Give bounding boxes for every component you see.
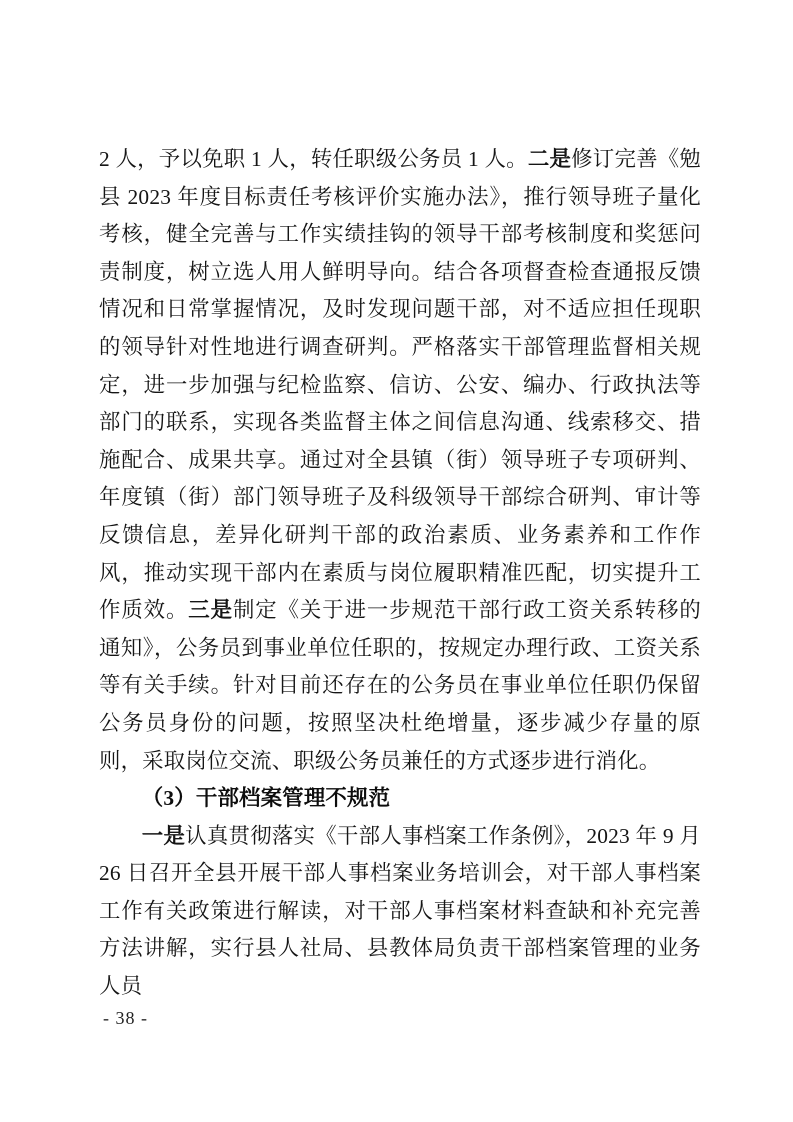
bold-marker-third: 三是 xyxy=(188,598,233,623)
body-text-run: 修订完善《勉县 2023 年度目标责任考核评价实施办法》，推行领导班子量化考核，健全完善与工作实绩挂钩的领导干部考核制度和奖惩问责制度，树立选人用人鲜明导向。结合各项督查检查通报反馈情况和日常掌握情况，及时发现问题干部，对不适应担任现职的领导针对性地进行调查研判。严格落实干部管理监督相关规定，进一步加强与纪检监察、信访、公安、编办、行政执法等部门的联系，实现各类监督主体之间信息沟通、线索移交、措施配合、成果共享。通过对全县镇（街）领导班子专项研判、年度镇（街）部门领导班子及科级领导干部综合研判、审计等反馈信息，差异化研判干部的政治素质、业务素养和工作作风，推动实现干部内在素质与岗位履职精准匹配，切实提升工作质效。 xyxy=(99,147,702,623)
paragraph-cadre-assessment xyxy=(99,141,701,780)
section-heading-archives: （3）干部档案管理不规范 xyxy=(141,786,391,811)
bold-marker-first: 一是 xyxy=(141,823,186,848)
body-text-run: 制定《关于进一步规范干部行政工资关系转移的通知》，公务员到事业单位任职的，按规定办理行政、工资关系等有关手续。针对目前还存在的公务员在事业单位任职仍保留公务员身份的问题，按照坚决杜绝增量，逐步减少存量的原则，采取岗位交流、职级公务员兼任的方式逐步进行消化。 xyxy=(99,598,701,773)
paragraph-archives-training xyxy=(99,818,701,1006)
body-text-run: 2 人，予以免职 1 人，转任职级公务员 1 人。 xyxy=(99,147,528,171)
document-body xyxy=(99,141,701,1006)
page-number: - 38 - xyxy=(103,1008,148,1028)
bold-marker-second: 二是 xyxy=(527,147,572,171)
body-text-run: 认真贯彻落实《干部人事档案工作条例》，2023 年 9 月 26 日召开全县开展干部人事档案业务培训会，对干部人事档案工作有关政策进行解读，对干部人事档案材料查缺和补充完善方法讲解，实行县人社局、县教体局负责干部档案管理的业务人员 xyxy=(99,823,701,999)
